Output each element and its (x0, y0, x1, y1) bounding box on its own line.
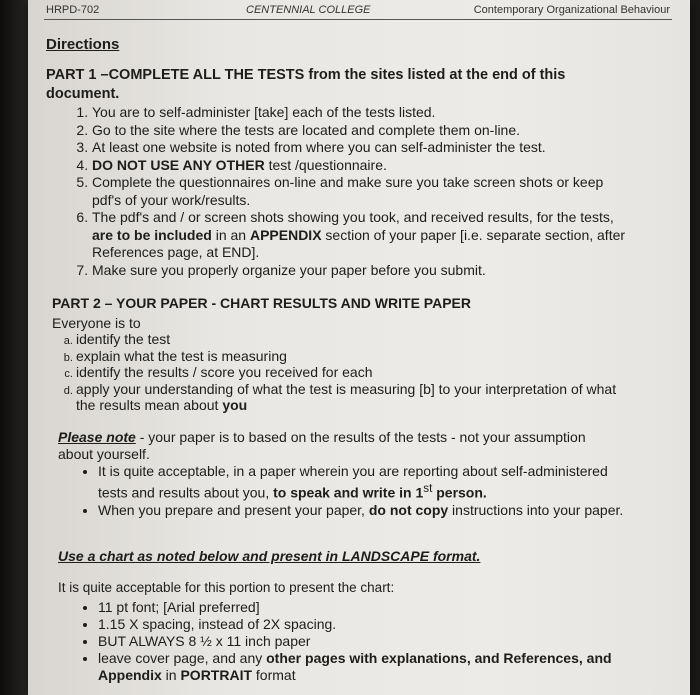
part2-title: PART 2 – YOUR PAPER - CHART RESULTS AND WRITE PAPER (52, 295, 471, 311)
note-bullets (58, 463, 638, 519)
college-name: CENTENNIAL COLLEGE (246, 4, 371, 16)
directions-heading: Directions (46, 36, 120, 53)
list-item: b. explain what the test is measuring (76, 348, 636, 365)
list-item: • BUT ALWAYS 8 ½ x 11 inch paper (98, 633, 658, 650)
part1-steps (68, 104, 632, 279)
course-title: Contemporary Organizational Behaviour (473, 4, 670, 16)
chart-heading: Use a chart as noted below and present in LANDSCAPE format. (58, 548, 481, 564)
list-item: • 11 pt font; [Arial preferred] (98, 599, 658, 616)
list-item: 4. DO NOT USE ANY OTHER test /questionnaire. (92, 157, 632, 175)
page-header (46, 4, 670, 20)
list-item: 2. Go to the site where the tests are located and complete them on-line. (92, 122, 632, 140)
part2-intro: Everyone is to (52, 315, 141, 331)
part2-items (52, 331, 636, 414)
list-item: c. identify the results / score you received for each (76, 364, 636, 381)
list-item: • It is quite acceptable, in a paper wherein you are reporting about self-administered tests and results about you, to speak and write in 1st person. (98, 463, 638, 502)
list-item: 3. At least one website is noted from where you can self-administer the test. (92, 139, 632, 157)
header-rule (44, 19, 672, 20)
part1-title: PART 1 –COMPLETE ALL THE TESTS from the sites listed at the end of this document. (46, 67, 566, 102)
left-shadow (0, 0, 28, 695)
list-item: 5. Complete the questionnaires on-line and make sure you take screen shots or keep pdf's of your work/results. (92, 174, 632, 209)
chart-bullets (58, 599, 658, 684)
chart-intro: It is quite acceptable for this portion to present the chart: (58, 580, 395, 595)
list-item: 6. The pdf's and / or screen shots showing you took, and received results, for the tests, are to be included in an APPENDIX section of your paper [i.e. separate section, after References page, at END]. (92, 209, 632, 262)
list-item: a. identify the test (76, 331, 636, 348)
note-label: Please note (58, 429, 136, 445)
list-item: • leave cover page, and any other pages with explanations, and References, and Appendix in PORTRAIT format (98, 650, 658, 684)
list-item: 1. You are to self-administer [take] each of the tests listed. (92, 104, 632, 122)
note-paragraph: Please note - your paper is to based on the results of the tests - not your assumption about yourself. (58, 429, 586, 462)
list-item: • When you prepare and present your paper, do not copy instructions into your paper. (98, 502, 638, 519)
course-code: HRPD-702 (46, 4, 100, 16)
list-item: 7. Make sure you properly organize your paper before you submit. (92, 262, 632, 280)
list-item: • 1.15 X spacing, instead of 2X spacing. (98, 616, 658, 633)
list-item: d. apply your understanding of what the test is measuring [b] to your interpretation of what the results mean about you (76, 381, 636, 414)
